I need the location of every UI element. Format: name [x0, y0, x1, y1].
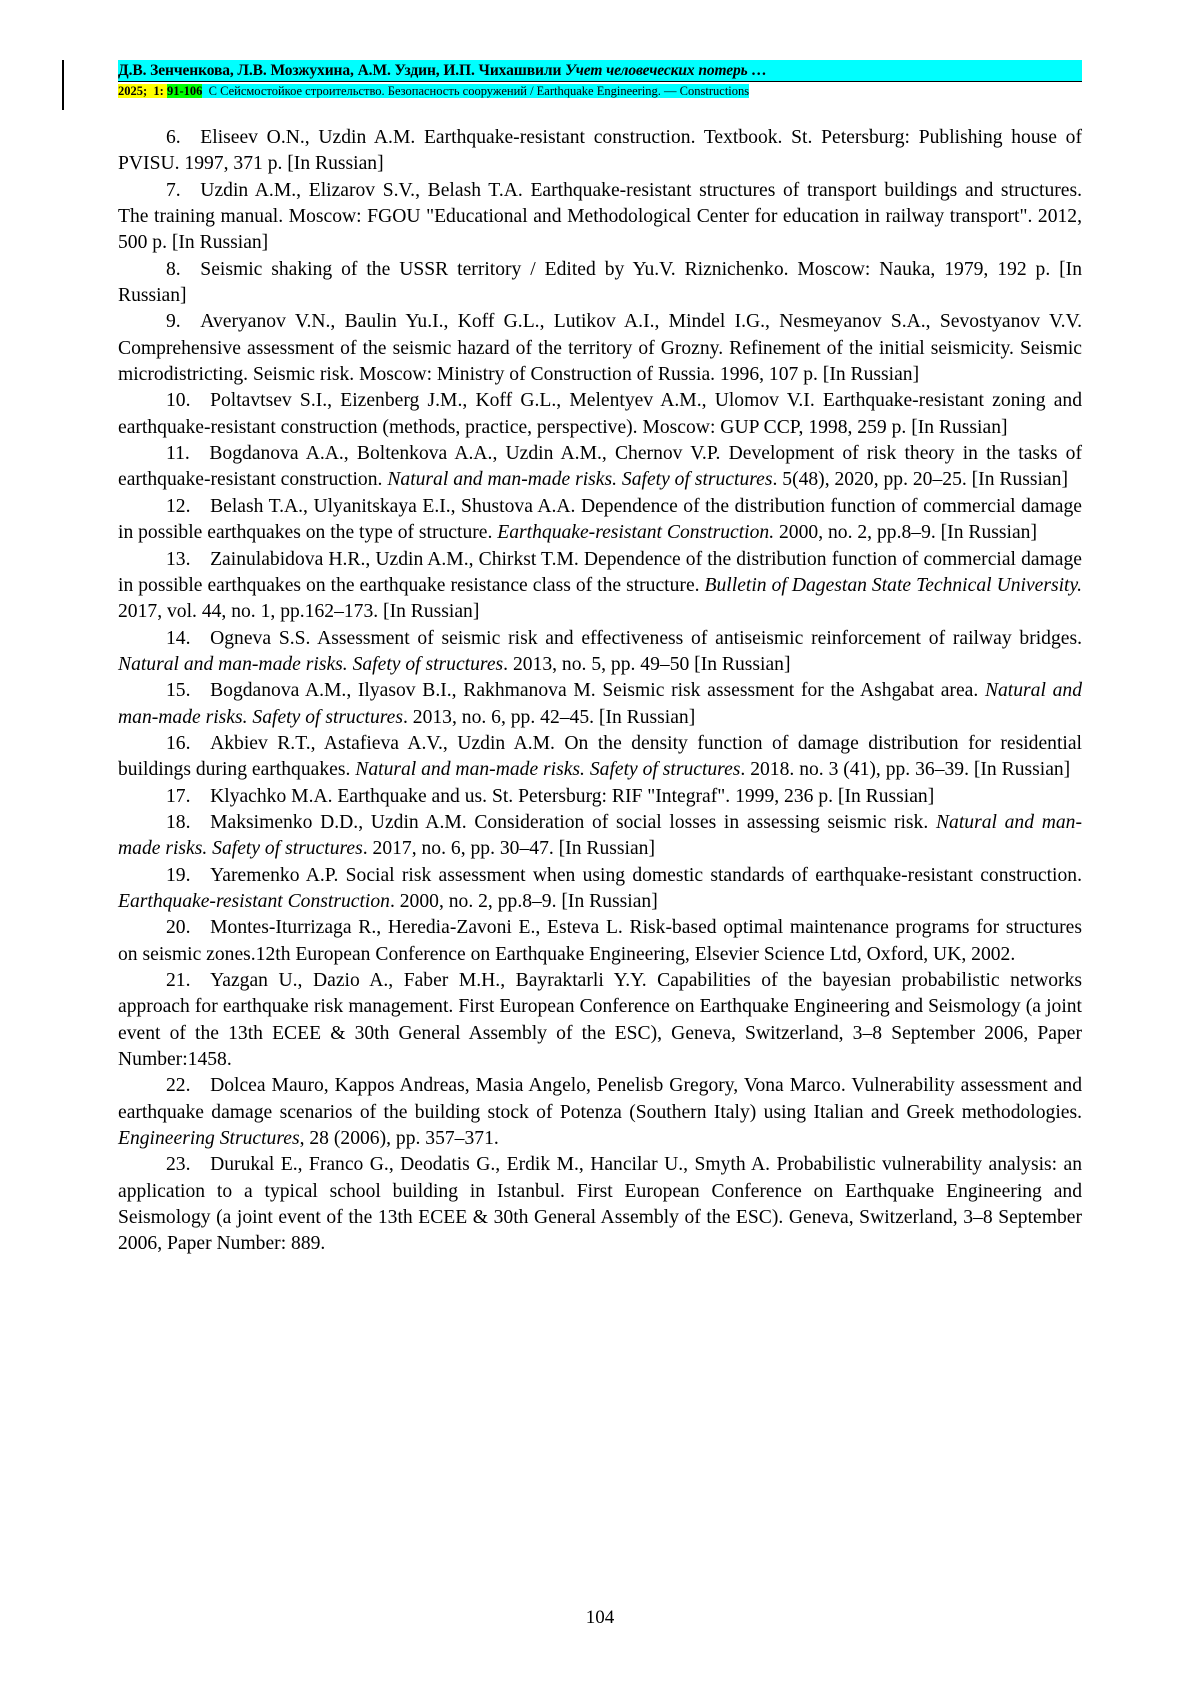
reference-item: [118, 309, 1082, 388]
reference-text: . 5(48), 2020, pp. 20–25. [In Russian]: [772, 469, 1068, 491]
reference-item: [118, 257, 1082, 310]
reference-text: Durukal E., Franco G., Deodatis G., Erdik M., Hancilar U., Smyth A. Probabilistic vulnerability analysis: an application to a typical school building in Istanbul. First European Conference on Earthquake Engineering and Seismology (a joint event of the 13th ECEE & 30th General Assembly of the ESC). Geneva, Switzerland, 3–8 September 2006, Paper Number: 889.: [118, 1154, 1082, 1255]
reference-list: [118, 125, 1082, 1258]
reference-source-title: Natural and man-made risks. Safety of structures: [118, 653, 504, 675]
reference-number: 19.: [166, 864, 191, 886]
reference-text: . 2017, no. 6, pp. 30–47. [In Russian]: [362, 838, 655, 860]
reference-item: [118, 1152, 1082, 1257]
reference-text: Yaremenko A.P. Social risk assessment when using domestic standards of earthquake-resistant construction.: [210, 864, 1082, 886]
reference-item: [118, 678, 1082, 731]
reference-item: [118, 731, 1082, 784]
reference-text: Akbiev R.T., Astafieva A.V., Uzdin A.M. On the density function of damage distribution for residential buildings during earthquakes.: [118, 732, 1082, 781]
reference-item: [118, 915, 1082, 968]
reference-text: Ogneva S.S. Assessment of seismic risk and effectiveness of antiseismic reinforcement of railway bridges.: [210, 627, 1082, 649]
reference-source-title: Natural and man-made risks. Safety of structures: [387, 469, 773, 491]
reference-text: Montes-Iturrizaga R., Heredia-Zavoni E., Esteva L. Risk-based optimal maintenance programs for structures on seismic zones.12th European Conference on Earthquake Engineering, Elsevier Science Ltd, Oxford, UK, 2002.: [118, 917, 1082, 965]
reference-item: [118, 125, 1082, 178]
page-number: 104: [585, 1607, 615, 1628]
reference-source-title: Earthquake-resistant Construction.: [497, 522, 775, 544]
reference-item: [118, 810, 1082, 863]
reference-text: Dolcea Mauro, Kappos Andreas, Masia Angelo, Penelisb Gregory, Vona Marco. Vulnerability assessment and earthquake damage scenarios of the building stock of Potenza (Southern Italy) using Italian and Greek methodologies.: [118, 1075, 1082, 1123]
reference-source-title: Engineering Structures: [118, 1128, 300, 1150]
reference-text: Bogdanova A.A., Boltenkova A.A., Uzdin A.M., Chernov V.P. Development of risk theory in the tasks of earthquake-resistant construction.: [118, 443, 1082, 491]
reference-text: Averyanov V.N., Baulin Yu.I., Koff G.L., Lutikov A.I., Mindel I.G., Nesmeyanov S.A., Sevostyanov V.V. Comprehensive assessment of the seismic hazard of the territory of Grozny. Refinement of the initial seismicity. Seismic microdistricting. Seismic risk. Moscow: Ministry of Construction of Russia. 1996, 107 p. [In Russian]: [118, 311, 1082, 386]
reference-number: 7.: [166, 179, 181, 201]
reference-item: [118, 1073, 1082, 1152]
header-authors-title: [118, 60, 1082, 82]
reference-number: 22.: [166, 1075, 191, 1097]
reference-item: [118, 863, 1082, 916]
reference-text: Seismic shaking of the USSR territory / Edited by Yu.V. Riznichenko. Moscow: Nauka, 1979, 192 p. [In Russian]: [118, 258, 1082, 307]
reference-text: Eliseev O.N., Uzdin A.M. Earthquake-resistant construction. Textbook. St. Petersburg: Publishing house of PVISU. 1997, 371 p. [In Russian]: [118, 127, 1082, 175]
reference-text: 2017, vol. 44, no. 1, pp.162–173. [In Russian]: [118, 601, 480, 623]
reference-text: 2000, no. 2, pp.8–9. [In Russian]: [774, 522, 1037, 544]
reference-text: Zainulabidova H.R., Uzdin A.M., Chirkst T.M. Dependence of the distribution function of commercial damage in possible earthquakes on the earthquake resistance class of the structure.: [118, 548, 1082, 596]
reference-number: 14.: [166, 627, 191, 649]
reference-number: 15.: [166, 680, 191, 702]
reference-text: Poltavtsev S.I., Eizenberg J.M., Koff G.L., Melentyev A.M., Ulomov V.I. Earthquake-resistant zoning and earthquake-resistant construction (methods, practice, perspective). Moscow: GUP CCP, 1998, 259 p. [In Russian]: [118, 390, 1082, 438]
reference-source-title: Natural and man-made risks. Safety of structures: [355, 759, 741, 781]
header-volume: 1:: [153, 84, 164, 98]
reference-item: [118, 441, 1082, 494]
reference-source-title: Natural and man-made risks. Safety of structures: [118, 680, 1082, 728]
reference-number: 9.: [166, 311, 181, 333]
reference-item: [118, 178, 1082, 257]
reference-number: 8.: [166, 258, 181, 280]
reference-text: . 2013, no. 6, pp. 42–45. [In Russian]: [402, 706, 696, 728]
header-journal-name: С Сейсмостойкое строительство. Безопасность сооружений / Earthquake Engineering. — Constructions: [208, 84, 750, 98]
reference-text: Maksimenko D.D., Uzdin A.M. Consideration of social losses in assessing seismic risk.: [210, 811, 936, 833]
header-vertical-rule: [62, 60, 64, 110]
reference-number: 6.: [166, 127, 181, 148]
header-article-title: Учет человеческих потерь …: [565, 62, 767, 79]
reference-number: 21.: [166, 970, 191, 991]
reference-text: . 2018. no. 3 (41), pp. 36–39. [In Russian]: [740, 759, 1071, 781]
reference-text: . 2000, no. 2, pp.8–9. [In Russian]: [389, 890, 658, 912]
reference-item: [118, 494, 1082, 547]
reference-number: 23.: [166, 1154, 191, 1176]
reference-text: Belash T.A., Ulyanitskaya E.I., Shustova A.A. Dependence of the distribution function of commercial damage in possible earthquakes on the type of structure.: [118, 495, 1082, 544]
reference-text: , 28 (2006), pp. 357–371.: [299, 1128, 499, 1150]
reference-source-title: Natural and man-made risks. Safety of structures: [118, 811, 1082, 860]
reference-item: [118, 968, 1082, 1073]
reference-source-title: Earthquake-resistant Construction: [118, 890, 390, 912]
reference-text: Yazgan U., Dazio A., Faber M.H., Bayraktarli Y.Y. Capabilities of the bayesian probabilistic networks approach for earthquake risk management. First European Conference on Earthquake Engineering and Seismology (a joint event of the 13th ECEE & 30th General Assembly of the ESC), Geneva, Switzerland, 3–8 September 2006, Paper Number:1458.: [118, 970, 1082, 1071]
reference-item: [118, 784, 1082, 810]
reference-item: [118, 626, 1082, 679]
reference-number: 18.: [166, 811, 191, 833]
reference-number: 12.: [166, 495, 191, 517]
header-authors: Д.В. Зенченкова, Л.В. Мозжухина, А.М. Уздин, И.П. Чихашвили: [118, 62, 562, 79]
reference-text: Uzdin A.M., Elizarov S.V., Belash T.A. Earthquake-resistant structures of transport buildings and structures. The training manual. Moscow: FGOU "Educational and Methodological Center for education in railway transport". 2012, 500 p. [In Russian]: [118, 179, 1082, 254]
running-header: [118, 60, 1082, 99]
reference-text: Bogdanova A.M., Ilyasov B.I., Rakhmanova M. Seismic risk assessment for the Ashgabat area.: [210, 680, 985, 702]
reference-text: Klyachko M.A. Earthquake and us. St. Petersburg: RIF "Integraf". 1999, 236 p. [In Russian]: [210, 785, 935, 807]
reference-number: 16.: [166, 732, 191, 754]
reference-number: 11.: [166, 443, 190, 465]
reference-number: 20.: [166, 917, 191, 939]
header-year: 2025;: [118, 84, 148, 98]
reference-item: [118, 547, 1082, 626]
reference-item: [118, 388, 1082, 441]
header-issue-line: [118, 82, 1082, 99]
reference-source-title: Bulletin of Dagestan State Technical University.: [704, 574, 1082, 596]
reference-number: 13.: [166, 548, 191, 570]
reference-number: 10.: [166, 390, 191, 412]
header-pages: 91-106: [166, 84, 203, 98]
reference-text: . 2013, no. 5, pp. 49–50 [In Russian]: [503, 653, 791, 675]
reference-number: 17.: [166, 785, 191, 807]
